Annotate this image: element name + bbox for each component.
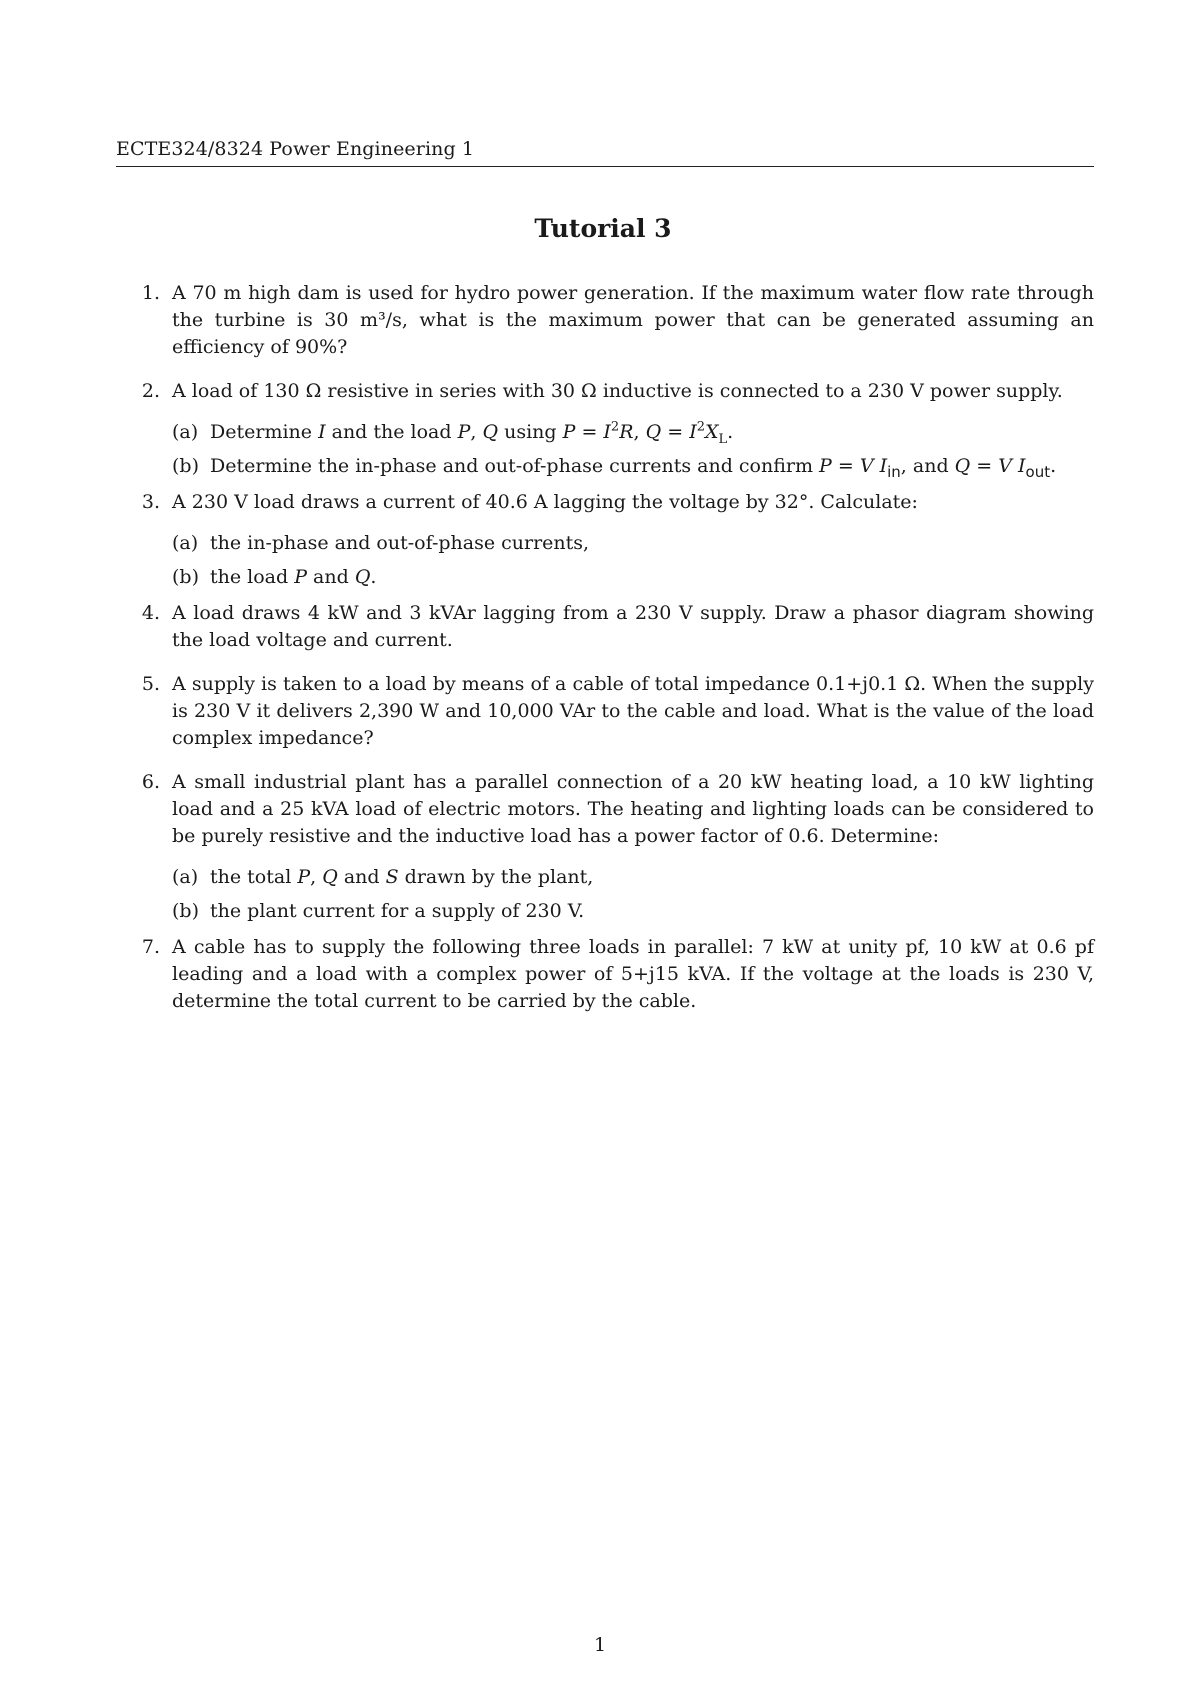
page-title: Tutorial 3 [534, 214, 672, 243]
sub-question-text: the plant current for a supply of 230 V. [210, 900, 585, 922]
question-number: 7. [141, 936, 160, 958]
sub-question-text: the load P and Q. [210, 566, 377, 588]
question-3 [116, 489, 1094, 591]
question-6 [116, 769, 1094, 925]
sub-question-b [172, 898, 1094, 925]
sub-question-a [172, 864, 1094, 891]
question-number: 4. [141, 602, 160, 624]
question-7 [116, 934, 1094, 1015]
question-1 [116, 280, 1094, 361]
header-rule [116, 166, 1094, 167]
question-text: A load of 130 Ω resistive in series with 30 Ω inductive is connected to a 230 V power supply. [172, 380, 1063, 402]
sub-question-text: Determine I and the load P, Q using $P = I^2R$, $Q = I^2X_L$. [210, 419, 734, 447]
question-5 [116, 671, 1094, 752]
question-text: A 230 V load draws a current of 40.6 A lagging the voltage by 32°. Calculate: [172, 491, 918, 513]
sub-question-text: Determine the in-phase and out-of-phase currents and confirm P = V $I_{in}$, and Q = V $I_{out}$. [210, 455, 1057, 481]
question-4 [116, 600, 1094, 654]
sub-question-text: the total P, Q and S drawn by the plant, [210, 866, 594, 888]
running-header: ECTE324/8324 Power Engineering 1 [116, 138, 475, 160]
sub-question-letter: (a) [172, 532, 199, 554]
question-text: A cable has to supply the following three loads in parallel: 7 kW at unity pf, 10 kW at 0.6 pf leading and a load with a complex power of 5+j15 kVA. If the voltage at the loads is 230 V, determine the total current to be carried by the cable. [172, 936, 1094, 1012]
question-number: 6. [141, 771, 160, 793]
sub-question-letter: (a) [172, 866, 199, 888]
sub-question-b [172, 564, 1094, 591]
question-text: A small industrial plant has a parallel connection of a 20 kW heating load, a 10 kW lighting load and a 25 kVA load of electric motors. The heating and lighting loads can be considered to be purely resistive and the inductive load has a power factor of 0.6. Determine: [172, 771, 1094, 847]
sub-question-a [172, 419, 1094, 446]
question-number: 3. [141, 491, 160, 513]
sub-question-letter: (b) [172, 900, 199, 922]
question-list [116, 280, 1094, 1015]
sub-question-text: the in-phase and out-of-phase currents, [210, 532, 590, 554]
question-text: A supply is taken to a load by means of a cable of total impedance 0.1+j0.1 Ω. When the supply is 230 V it delivers 2,390 W and 10,000 VAr to the cable and load. What is the value of the load complex impedance? [172, 673, 1094, 749]
sub-question-letter: (b) [172, 566, 199, 588]
sub-question-letter: (b) [172, 455, 199, 477]
question-number: 2. [141, 380, 160, 402]
question-text: A load draws 4 kW and 3 kVAr lagging from a 230 V supply. Draw a phasor diagram showing the load voltage and current. [172, 602, 1094, 651]
sub-question-letter: (a) [172, 421, 199, 443]
question-number: 1. [141, 282, 160, 304]
sub-question-list [172, 419, 1094, 480]
sub-question-list [172, 864, 1094, 925]
page-number: 1 [593, 1634, 607, 1656]
sub-question-list [172, 530, 1094, 591]
question-2 [116, 378, 1094, 480]
sub-question-b [172, 453, 1094, 480]
sub-question-a [172, 530, 1094, 557]
question-text: A 70 m high dam is used for hydro power generation. If the maximum water flow rate through the turbine is 30 m³/s, what is the maximum power that can be generated assuming an efficiency of 90%? [172, 282, 1094, 358]
question-number: 5. [141, 673, 160, 695]
